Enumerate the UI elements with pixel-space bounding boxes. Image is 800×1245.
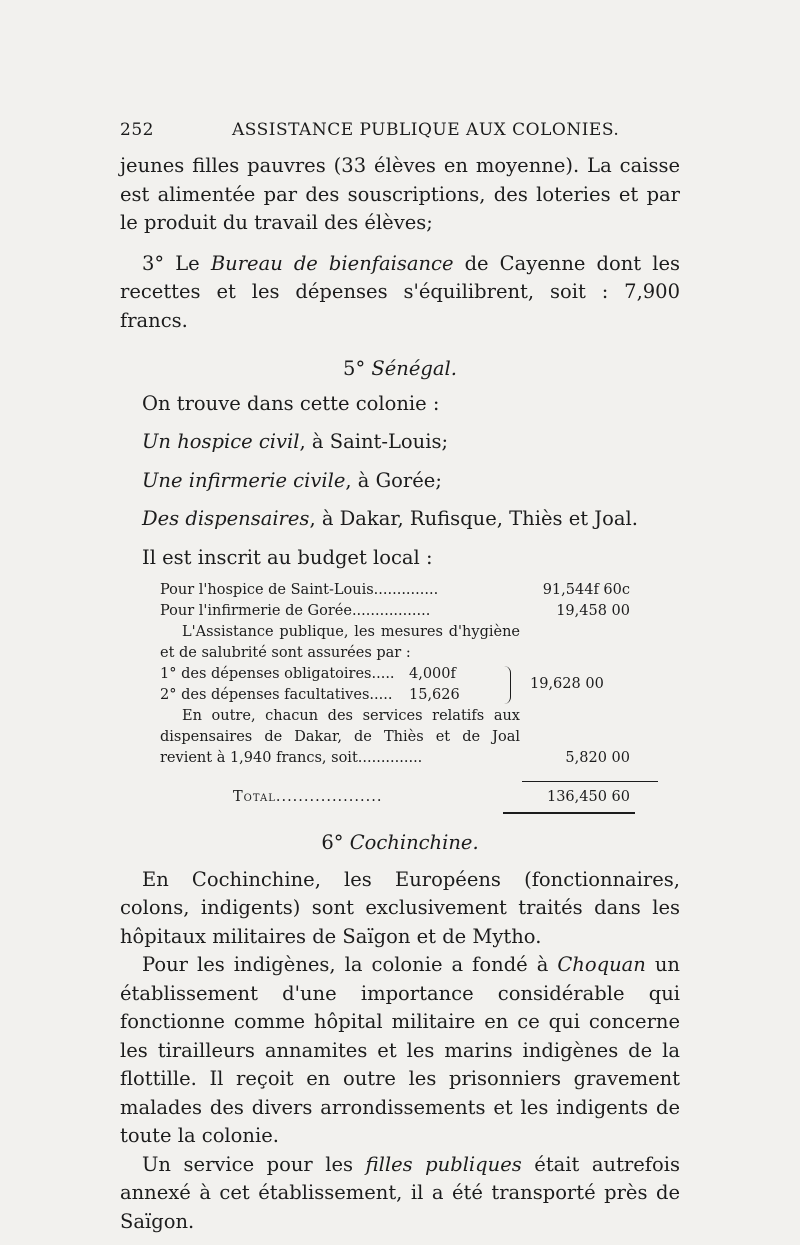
budget-row-value: 91,544f 60c <box>542 582 630 598</box>
item-italic: Un hospice civil <box>142 430 300 453</box>
total-label: Total................... <box>233 789 383 805</box>
heading-number: 6° <box>321 831 350 854</box>
heading-name: Cochinchine. <box>349 831 479 854</box>
budget-extra-paragraph <box>160 706 520 769</box>
item-rest: , à Gorée; <box>345 468 442 492</box>
italic-span: Bureau de bienfaisance <box>210 251 454 275</box>
paragraph-bureau-bienfaisance <box>120 250 680 336</box>
budget-row-label: Pour l'infirmerie de Gorée................. <box>160 603 431 619</box>
text-span: un établissement d'une importance considérable qui fonctionne comme hôpital militaire en ce qui concerne les tirailleurs annamites et les marins indigènes de la flottille. Il reçoit en outre les prisonniers gravement malades des divers arrondissements et les indigents de toute la colonie. <box>120 953 680 1147</box>
budget-extra-value: 5,820 00 <box>565 750 630 766</box>
item-italic: Une infirmerie civile <box>142 468 346 492</box>
budget-total-row <box>120 781 680 813</box>
budget-extra-text: En outre, chacun des services relatifs aux dispensaires de Dakar, de Thiès et de Joal revient à 1,940 francs, soit.............. <box>160 708 520 766</box>
senegal-item <box>120 505 680 534</box>
budget-paragraph <box>160 622 520 664</box>
text-span: Un service pour les <box>142 1152 366 1176</box>
paragraph-filles-publiques <box>120 1151 680 1237</box>
sub-row-label: 1° des dépenses obligatoires..... <box>160 666 395 682</box>
budget-extra <box>120 706 680 769</box>
total-rule-top <box>522 781 658 782</box>
section-heading-cochinchine <box>120 829 680 858</box>
senegal-lead: On trouve dans cette colonie : <box>142 391 440 415</box>
sub-row-amount: 4,000f <box>409 666 456 682</box>
senegal-item <box>120 467 680 496</box>
brace-value: 19,628 00 <box>530 676 604 692</box>
budget-table <box>120 580 680 813</box>
text-span: 3° Le <box>142 251 211 275</box>
budget-sub-group <box>120 664 680 706</box>
item-rest: , à Saint-Louis; <box>299 430 449 453</box>
heading-name: Sénégal. <box>371 357 457 380</box>
brace-symbol <box>504 666 511 704</box>
page-body <box>120 152 680 1236</box>
running-title: ASSISTANCE PUBLIQUE AUX COLONIES. <box>232 120 620 140</box>
senegal-item <box>120 428 680 457</box>
paragraph-jeunes-filles: jeunes filles pauvres (33 élèves en moyenne). La caisse est alimentée par des souscriptions, des loteries et par le produit du travail des élèves; <box>120 154 680 234</box>
page-number: 252 <box>120 120 154 140</box>
item-italic: Des dispensaires <box>142 507 310 530</box>
budget-row <box>120 580 680 601</box>
budget-row-value: 19,458 00 <box>556 603 630 619</box>
budget-row <box>120 601 680 622</box>
paragraph-choquan <box>120 951 680 1151</box>
sub-row-label: 2° des dépenses facultatives..... <box>160 687 393 703</box>
text-span: Pour les indigènes, la colonie a fondé à <box>142 953 558 976</box>
section-heading-senegal <box>120 355 680 384</box>
text-span: était autrefois annexé à cet établissement, il a été transporté près de Saïgon. <box>120 1152 680 1233</box>
item-rest: , à Dakar, Rufisque, Thiès et Joal. <box>309 507 638 530</box>
budget-lead: Il est inscrit au budget local : <box>142 545 433 569</box>
paragraph-europeens: En Cochinchine, les Européens (fonctionnaires, colons, indigents) sont exclusivement traités dans les hôpitaux militaires de Saïgon et de Mytho. <box>120 867 680 948</box>
italic-span: Choquan <box>557 953 646 976</box>
heading-number: 5° <box>343 357 372 380</box>
text-span: de Cayenne dont les recettes et les dépenses s'équilibrent, soit : 7,900 francs. <box>120 251 680 332</box>
total-rule-bottom <box>503 812 635 814</box>
sub-row-amount: 15,626 <box>409 687 460 703</box>
budget-row-label: Pour l'hospice de Saint-Louis.............. <box>160 582 439 598</box>
italic-span: filles publiques <box>365 1152 522 1176</box>
total-value: 136,450 60 <box>546 789 630 805</box>
budget-paragraph-text: L'Assistance publique, les mesures d'hygiène et de salubrité sont assurées par : <box>160 624 520 661</box>
